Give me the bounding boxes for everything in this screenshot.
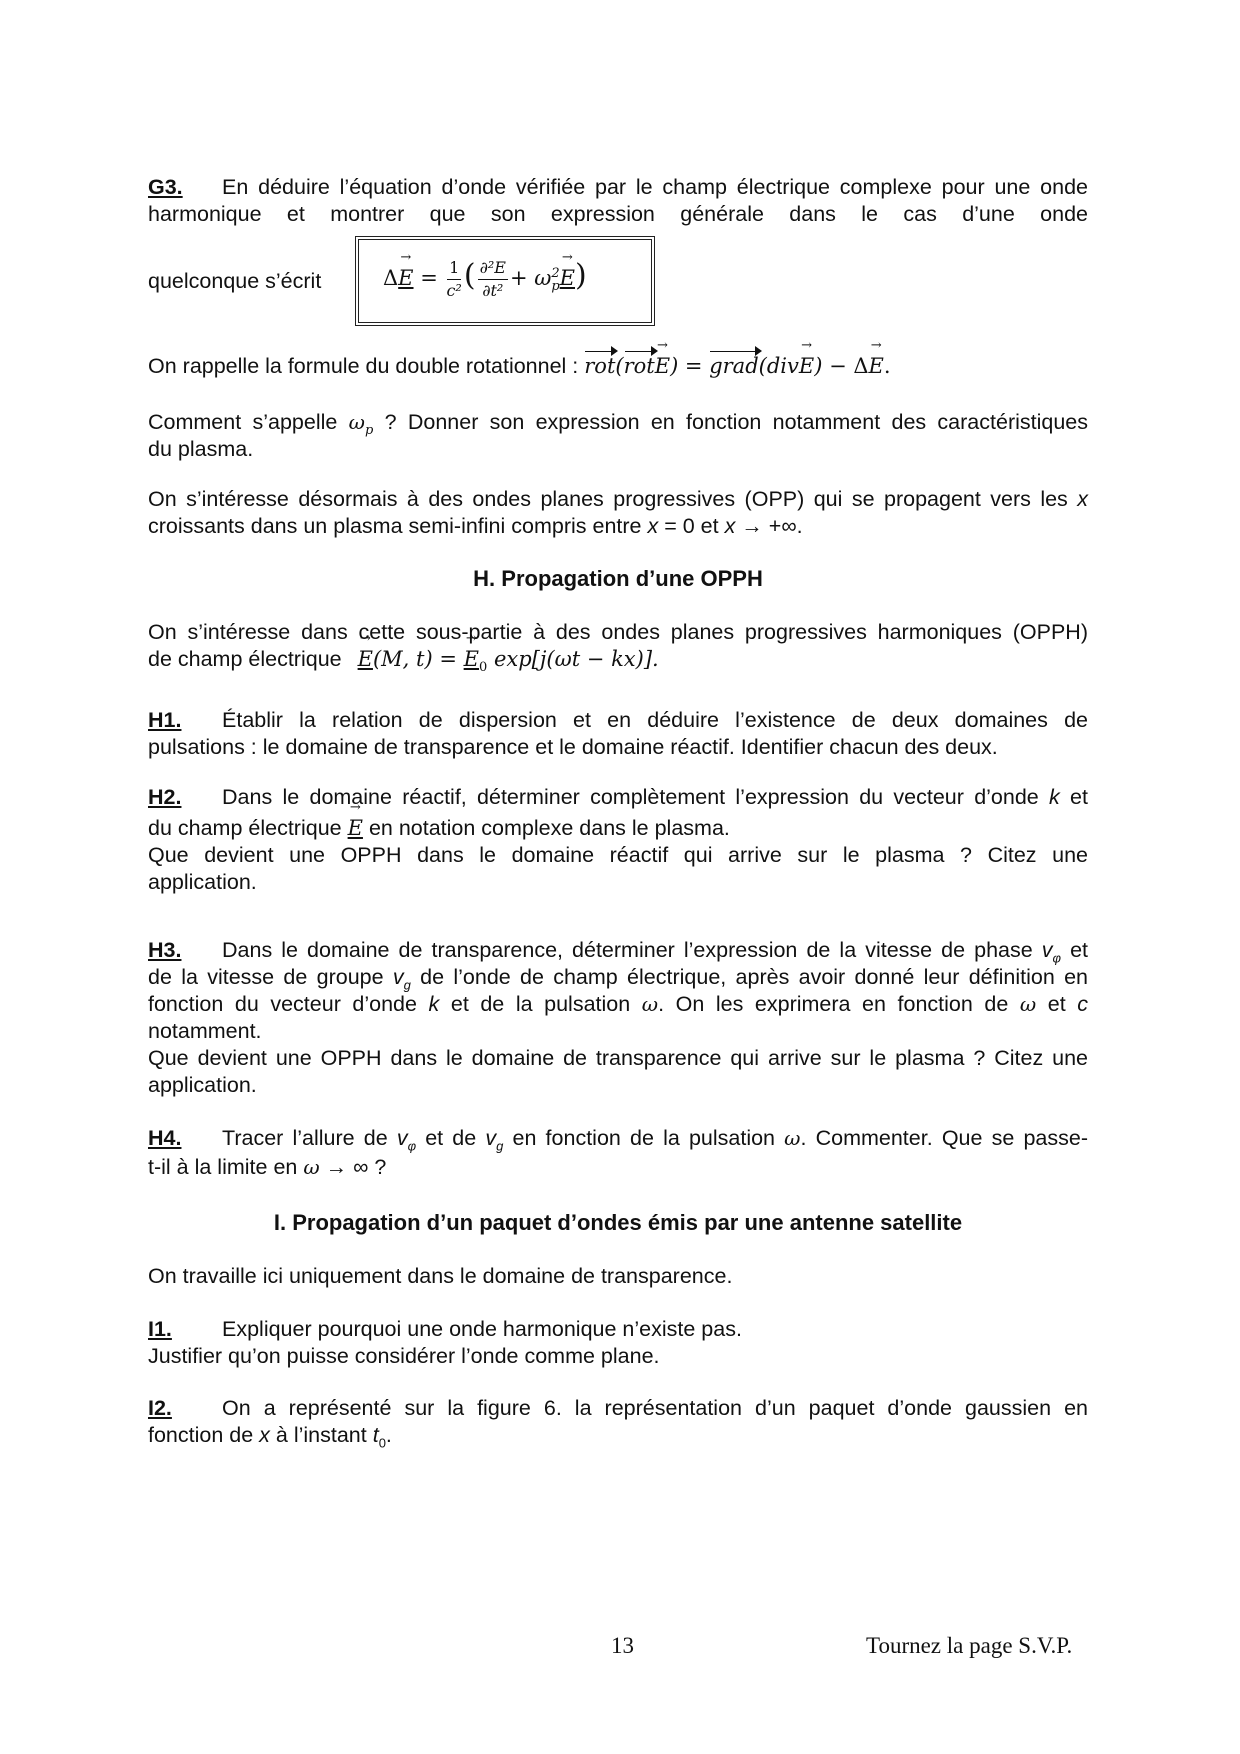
question-text: harmonique et montrer que son expression générale dans le cas d’une onde [148, 202, 1088, 226]
equation-sup: 2 [551, 265, 560, 281]
rappel-line: On rappelle la formule du double rotationnel : rot(rot→ E) = grad(div→ E) − Δ→ E. [148, 353, 1088, 380]
opph-field-formula: → E(M, t) = → $E_0$ exp[j(ωt − kx)]. [358, 647, 659, 671]
question-h4: H4. Tracer l’allure de $v_\varphi$ et de $v_g$ en fonction de la pulsation ω. Commenter. Que se passe- t-il à la limite en ω → ∞ ? [148, 1126, 1089, 1179]
double-curl-formula: rot(rot→ E) = grad(div→ E) − Δ→ E. [584, 354, 890, 378]
boxed-equation: Δ→ E = $\frac{1}{\text{c²}}$ ( $\frac{\text{∂²E}}{\text{∂t²}}$ + ω 2 p → E) [355, 236, 655, 326]
page-number: 13 [611, 1633, 634, 1658]
section-h-intro: On s’intéresse dans cette sous-partie à des ondes planes progressives harmoniques (OPPH) de champ électrique → E(M, t) = → $E_0$ exp[j(ωt − kx)]. [148, 619, 1088, 673]
question-i1: I1. Expliquer pourquoi une onde harmonique n’existe pas. Justifier qu’on puisse considérer l’onde comme plane. [148, 1317, 742, 1368]
question-label: G3. [148, 175, 183, 199]
question-label: H3. [148, 938, 182, 962]
equation-plus: + ω [509, 266, 552, 290]
equation-frac-num: 1 [447, 257, 461, 280]
equation-lhs: Δ [383, 266, 399, 290]
equation-inner-num: ∂²E [478, 257, 508, 280]
question-i2: I2. On a représenté sur la figure 6. la représentation d’un paquet d’onde gaussien en fonction de x à l’instant $t_0$. [148, 1396, 1088, 1451]
question-g3 [148, 174, 1088, 228]
equation-tail: → E [560, 265, 575, 292]
question-label: I2. [148, 1396, 172, 1420]
equation-inner-den: ∂t² [482, 281, 504, 300]
question-h2: H2. Dans le domaine réactif, déterminer complètement l’expression du vecteur d’onde k et du champ électrique → E en notation complexe dans le plasma. Que devient une OPPH dans le domaine réactif qui arrive sur le plasma ? Citez une application. [148, 784, 1088, 896]
question-text: En déduire l’équation d’onde vérifiée par le champ électrique complexe pour une onde [222, 175, 1088, 199]
question-omega-p: Comment s’appelle $\omega_p$ ? Donner son expression en fonction notamment des caractéristiques du plasma. [148, 410, 1088, 461]
opp-intro: On s’intéresse désormais à des ondes planes progressives (OPP) qui se propagent vers les x croissants dans un plasma semi-infini compris entre x = 0 et x → +∞. [148, 487, 1088, 538]
section-title-i: I. Propagation d’un paquet d’ondes émis par une antenne satellite [273, 1210, 963, 1235]
section-title-h: H. Propagation d’une OPPH [473, 566, 763, 591]
turn-page-note: Tournez la page S.V.P. [866, 1633, 1073, 1658]
section-i-intro: On travaille ici uniquement dans le domaine de transparence. [148, 1264, 733, 1288]
question-label: H1. [148, 708, 182, 732]
question-label: I1. [148, 1317, 172, 1341]
question-h1: H1. Établir la relation de dispersion et en déduire l’existence de deux domaines de pulsations : le domaine de transparence et le domaine réactif. Identifier chacun des deux. [148, 708, 1088, 759]
question-h3: H3. Dans le domaine de transparence, déterminer l’expression de la vitesse de phase $v_\varphi$ et de la vitesse de groupe $v_g$ de l’onde de champ électrique, après avoir donné leur définition en fonction du vecteur d’onde k et de la pulsation ω. On les exprimera en fonction de ω et c notamment. Que devient une OPPH dans le domaine de transparence qui arrive sur le plasma ? Citez une application. [148, 938, 1089, 1097]
question-label: H2. [148, 785, 182, 809]
question-text: quelconque s’écrit [148, 269, 322, 293]
equation-sub: p [551, 278, 560, 294]
equation-frac-den: c² [446, 281, 462, 300]
question-label: H4. [148, 1126, 182, 1150]
